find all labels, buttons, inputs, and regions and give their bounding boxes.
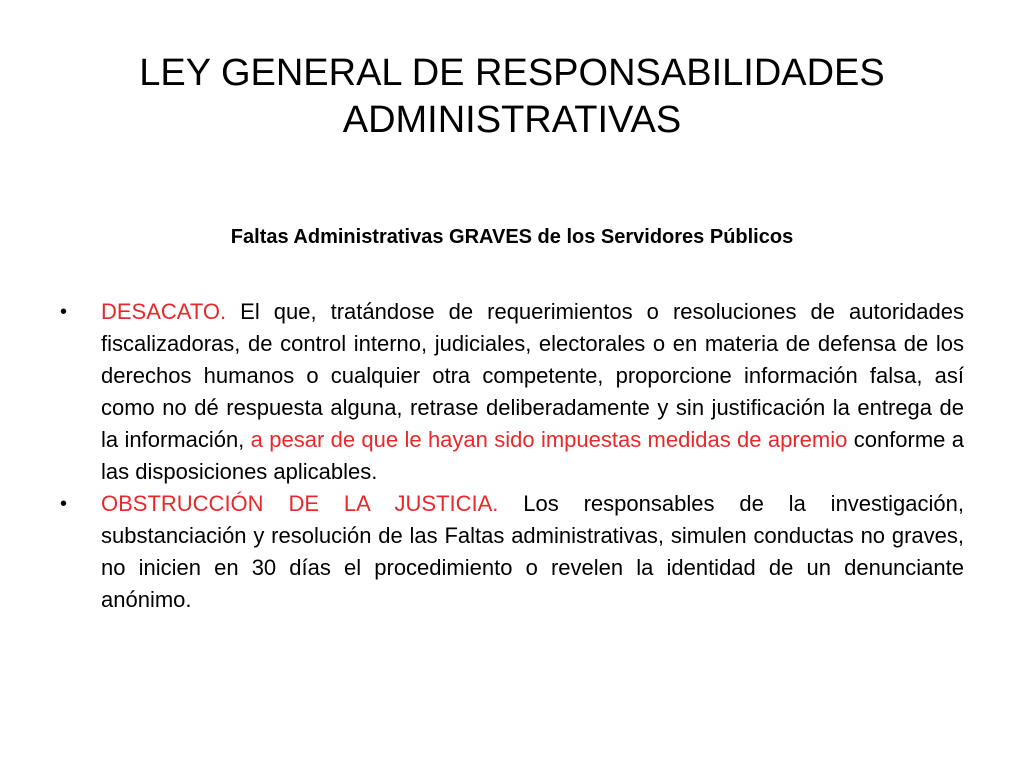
bullet-tail-desacato: conforme a las disposiciones aplicables. [101,427,964,484]
slide-subtitle: Faltas Administrativas GRAVES de los Servidores Públicos [230,226,794,248]
bullet-lead-obstruccion: OBSTRUCCIÓN DE LA JUSTICIA. [101,491,499,516]
slide-title [80,50,944,144]
bullet-body-obstruccion: Los responsables de la investigación, substanciación y resolución de las Faltas administrativas, simulen conductas no graves, no inicien en 30 días el procedimiento o revelen la identidad de un denunciante anónimo. [101,491,964,612]
bullet-list [58,296,964,616]
slide-title-line-2: ADMINISTRATIVAS [342,99,682,141]
bullet-item-desacato [58,296,964,488]
bullet-lead-desacato: DESACATO. [101,299,227,324]
bullet-dot-icon: • [60,493,68,515]
slide-title-line-1: LEY GENERAL DE RESPONSABILIDADES [139,52,885,94]
bullet-highlight-desacato: a pesar de que le hayan sido impuestas medidas de apremio [250,427,848,452]
bullet-body-desacato: El que, tratándose de requerimientos o resoluciones de autoridades fiscalizadoras, de control interno, judiciales, electorales o en materia de defensa de los derechos humanos o cualquier otra competente, proporcione información falsa, así como no dé respuesta alguna, retrase deliberadamente y sin justificación la entrega de la información, [101,299,964,452]
bullet-dot-icon: • [60,301,68,323]
bullet-item-obstruccion [58,488,964,616]
